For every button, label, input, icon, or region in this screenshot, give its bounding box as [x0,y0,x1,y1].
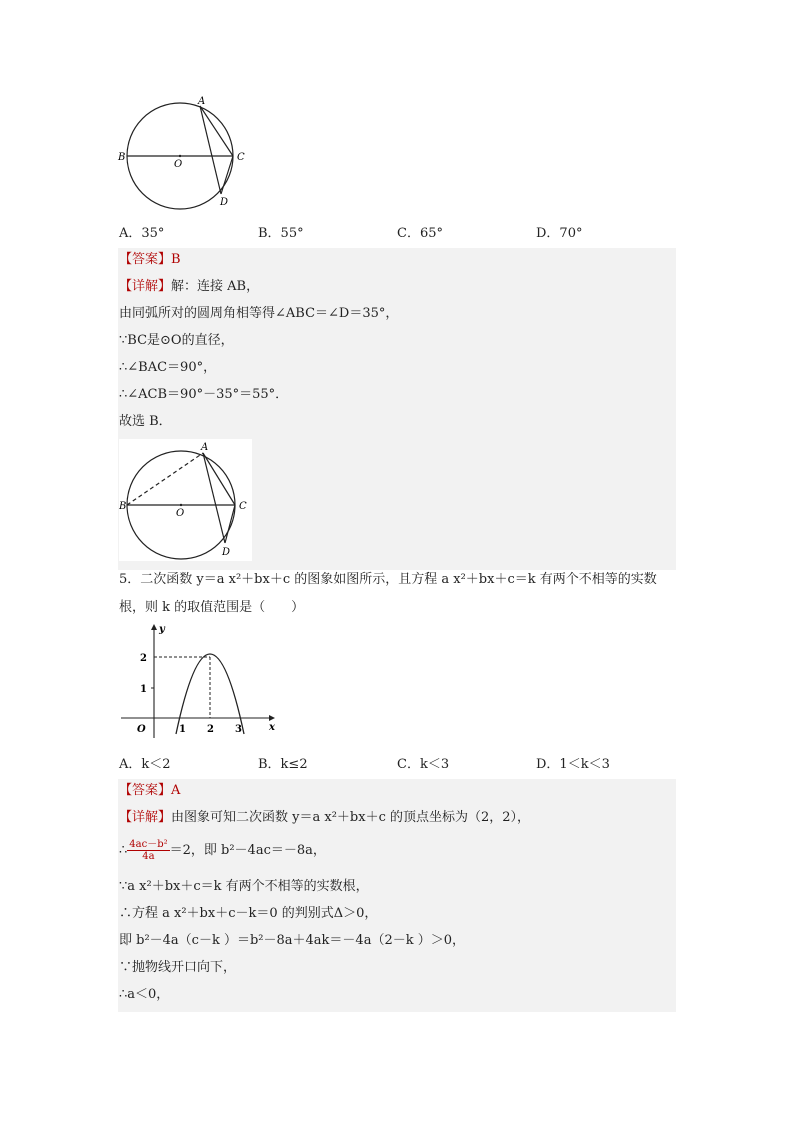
q5-stem-line-1: 5．二次函数 y＝a x²＋bx＋c 的图象如图所示，且方程 a x²＋bx＋c＝k 有两个不相等的实数 [119,572,657,587]
origin-label: O [137,724,146,735]
label-c: C [237,152,245,163]
q5-detail-line-4: ∴方程 a x²＋bx＋c－k＝0 的判别式Δ＞0， [119,906,378,921]
label-c-2: C [239,501,247,512]
detail-tag-2: 【详解】 [119,810,172,825]
q4-detail-line-6: 故选 B． [119,414,172,429]
circle-figure-1 [116,94,252,210]
detail-tag: 【详解】 [119,279,172,294]
q5-detail-line-6: ∵抛物线开口向下， [119,960,237,975]
q5-choice-b[interactable]: B．k≤2 [258,757,308,772]
label-b: B [118,152,126,163]
q4-answer: B [171,252,181,267]
q5-choice-a[interactable]: A．k＜2 [119,757,171,772]
label-b-2: B [119,501,127,512]
q5-choice-d[interactable]: D．1＜k＜3 [536,757,610,772]
q4-detail-line-3: ∵BC是⊙O的直径， [119,333,234,348]
tick-y-2: 2 [140,653,147,664]
q4-detail-line-5: ∴∠ACB＝90°－35°＝55°． [119,387,289,402]
tick-x-3: 3 [235,724,242,735]
fraction-numerator: 4ac－b² [129,839,168,850]
parabola-graph [119,622,279,740]
q4-choices [119,222,679,242]
label-o-2: O [176,508,185,519]
tick-y-1: 1 [140,684,147,695]
axis-y-label: y [159,624,165,635]
q5-choice-c[interactable]: C．k＜3 [397,757,450,772]
q5-choices [119,753,679,773]
q4-choice-b[interactable]: B．55° [258,226,304,241]
tick-x-1: 1 [179,724,186,735]
answer-tag: 【答案】 [119,252,172,267]
q4-detail-line-4: ∴∠BAC＝90°， [119,360,217,375]
q5-answer: A [171,783,181,798]
label-o: O [174,159,183,170]
q5-detail-line-1 [119,808,530,828]
answer-tag-2: 【答案】 [119,783,172,798]
tick-x-2: 2 [207,724,214,735]
circle-figure-2 [119,439,252,561]
q4-detail-line-2: 由同弧所对的圆周角相等得∠ABC＝∠D＝35°， [119,306,399,321]
q5-step-2: ＝2，即 b²－4ac＝－8a， [169,843,326,858]
label-d-2: D [222,547,231,558]
label-a: A [198,96,206,107]
q5-answer-line [119,781,180,801]
label-d: D [220,197,229,208]
q5-stem [119,566,679,622]
therefore-symbol: ∴ [119,843,128,858]
q4-choice-a[interactable]: A．35° [119,226,165,241]
q4-detail-line-1 [119,277,259,297]
q5-detail-line-5: 即 b²－4a（c－k ）＝b²－8a＋4ak＝－4a（2－k ）＞0， [119,933,466,948]
q4-step-1: 解：连接 AB， [171,279,260,294]
q5-detail-line-7: ∴a＜0， [119,987,170,1002]
q5-detail-line-3: ∵a x²＋bx＋c＝k 有两个不相等的实数根， [119,879,369,894]
axis-x-label: x [269,722,275,733]
q5-stem-line-2: 根，则 k 的取值范围是（ ） [119,600,305,615]
label-a-2: A [201,442,209,453]
q4-answer-line [119,250,181,270]
q5-step-1: 由图象可知二次函数 y＝a x²＋bx＋c 的顶点坐标为（2，2）， [171,810,531,825]
q5-detail-line-2 [119,837,326,865]
q4-choice-d[interactable]: D．70° [536,226,583,241]
fraction-denominator: 4a [142,851,155,862]
vertex-fraction [127,839,169,862]
q4-choice-c[interactable]: C．65° [397,226,443,241]
